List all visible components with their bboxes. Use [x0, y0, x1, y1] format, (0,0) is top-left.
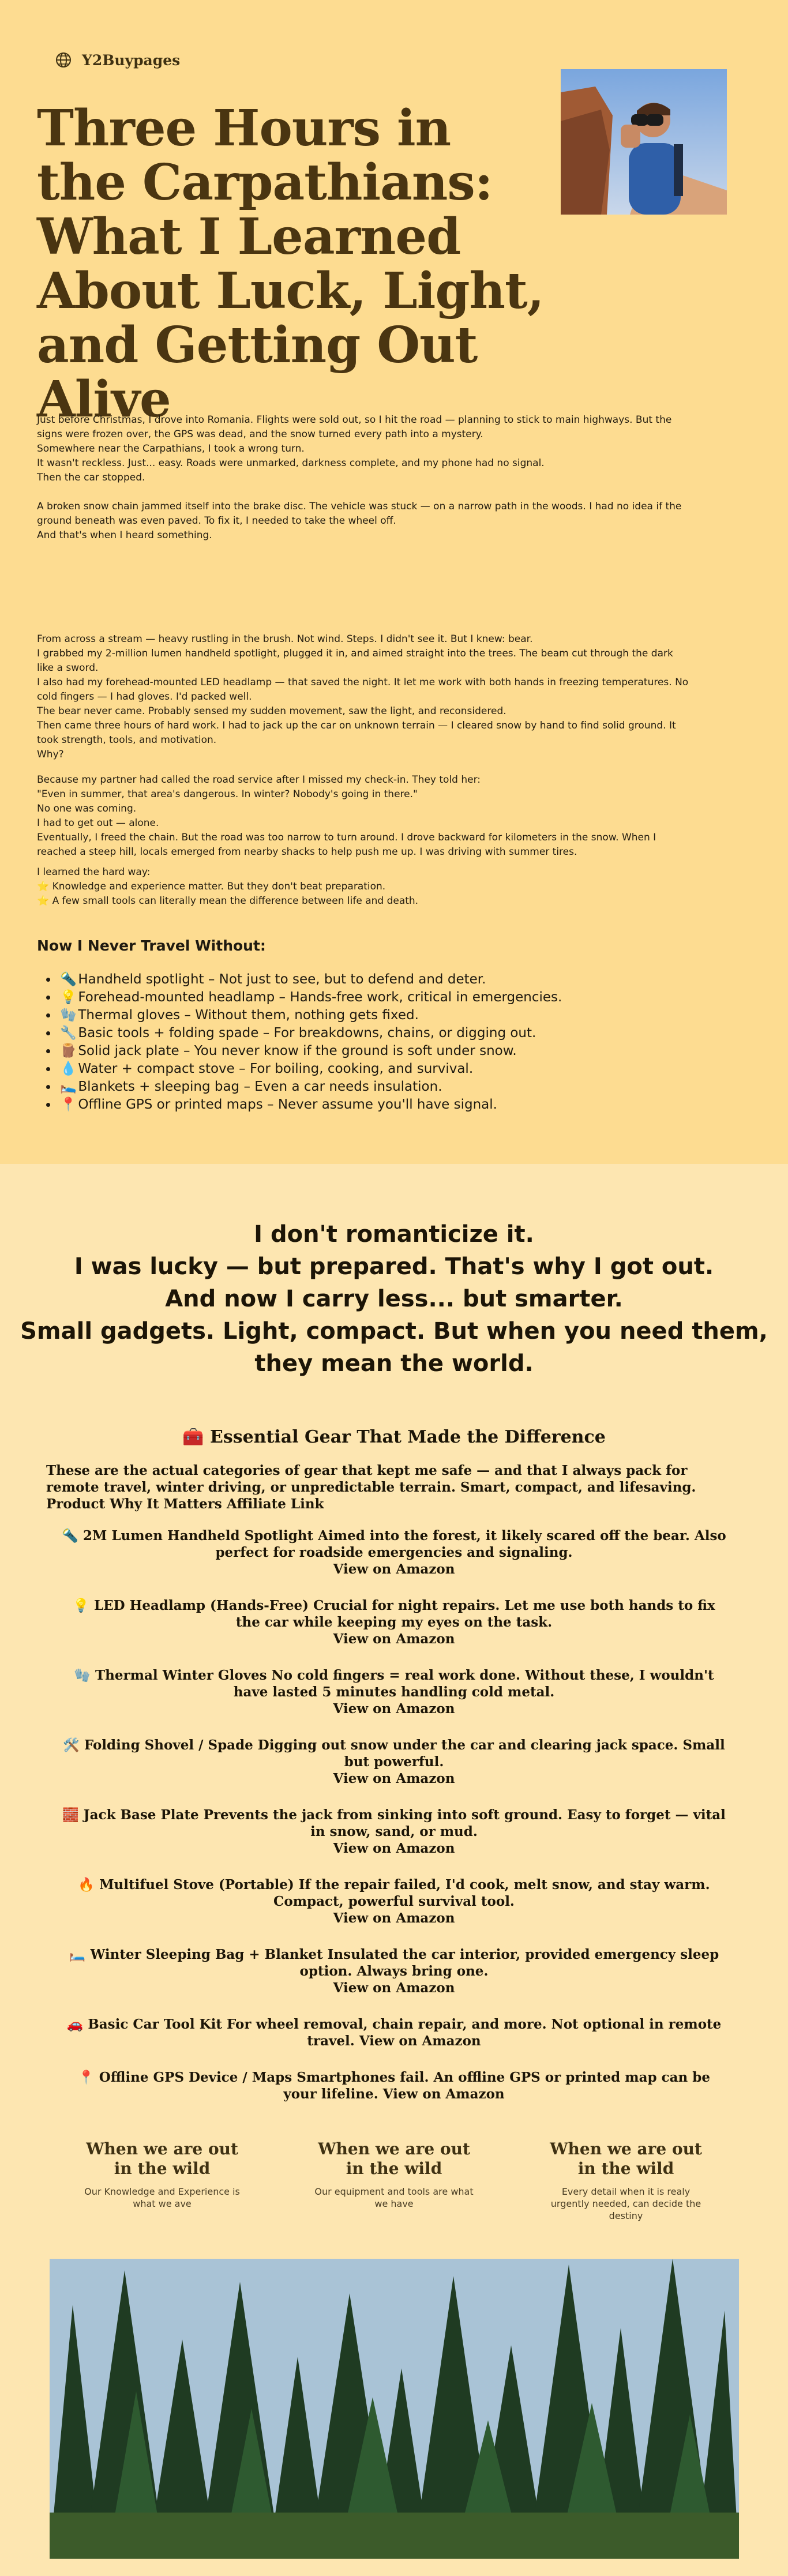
flashlight-icon: 🔦 [62, 1528, 78, 1544]
gear-item [59, 1737, 729, 1787]
globe-icon [54, 51, 73, 69]
story-paragraph-1 [37, 413, 689, 485]
bulb-icon: 💡 [60, 990, 77, 1005]
list-item [58, 1078, 562, 1096]
story-paragraph-2 [37, 500, 689, 543]
glove-icon: 🧤 [60, 1008, 77, 1023]
list-item [58, 989, 562, 1007]
page-title: Three Hours in the Carpathians: What I Learned About Luck, Light, and Getting Out Alive [37, 99, 544, 429]
story-paragraph-5 [37, 865, 689, 908]
list-item-text: Offline GPS or printed maps – Never assume you'll have signal. [78, 1097, 497, 1112]
gear-title-text: Essential Gear That Made the Difference [209, 1427, 606, 1447]
gear-intro: These are the actual categories of gear that kept me safe — and that I always pack for remote travel, winter driving, or unpredictable terrain. Smart, compact, and lifesaving. [46, 1463, 696, 1495]
list-item-text: Blankets + sleeping bag – Even a car needs insulation. [78, 1079, 442, 1094]
gear-item-text: Folding Shovel / Spade Digging out snow under the car and clearing jack space. Small but powerful. [84, 1737, 725, 1770]
list-item-text: Thermal gloves – Without them, nothing gets fixed. [78, 1008, 419, 1023]
list-item [58, 1007, 562, 1024]
never-travel-heading: Now I Never Travel Without: [37, 937, 266, 954]
gear-item [59, 1527, 729, 1578]
gear-item-text: 2M Lumen Handheld Spotlight Aimed into the forest, it likely scared off the bear. Also perfect for roadside emergencies and signaling. [82, 1528, 726, 1560]
feature-card-text: Our Knowledge and Experience is what we ave [84, 2186, 240, 2209]
feature-card [81, 2139, 243, 2222]
gear-item[interactable] [59, 2016, 729, 2049]
quote-section [0, 1164, 788, 1380]
car-icon: 🚗 [66, 2017, 84, 2032]
pin-icon: 📍 [78, 2070, 95, 2085]
feature-card [313, 2139, 475, 2222]
toolbox-icon: 🧰 [182, 1427, 204, 1447]
gear-item [59, 1807, 729, 1857]
feature-card-text: Every detail when it is realy urgently needed, can decide the destiny [550, 2186, 701, 2221]
gear-item-text[interactable]: Basic Car Tool Kit For wheel removal, chain repair, and more. Not optional in remote travel. View on Amazon [88, 2017, 722, 2049]
never-travel-list [58, 971, 562, 1114]
wood-icon: 🪵 [60, 1043, 77, 1058]
list-item [58, 971, 562, 989]
gear-item [59, 1667, 729, 1717]
brand[interactable] [54, 51, 180, 69]
list-item [58, 1096, 562, 1114]
feature-card-title: When we are out in the wild [318, 2139, 470, 2178]
view-on-amazon-link[interactable]: View on Amazon [333, 1771, 455, 1786]
gear-item [59, 1946, 729, 1996]
bed-icon: 🛌 [60, 1079, 77, 1094]
quote-line: And now I carry less... but smarter. [165, 1286, 623, 1312]
gear-item [59, 1597, 729, 1647]
gear-item-text: Thermal Winter Gloves No cold fingers = real work done. Without these, I wouldn't have lasted 5 minutes handling cold metal. [95, 1668, 714, 1700]
hiker-binoculars-photo [561, 69, 727, 215]
view-on-amazon-link[interactable]: View on Amazon [333, 1841, 455, 1856]
feature-cards [0, 2139, 788, 2222]
glove-icon: 🧤 [74, 1668, 91, 1683]
feature-card-text: Our equipment and tools are what we have [314, 2186, 474, 2209]
list-item-text: Solid jack plate – You never know if the ground is soft under snow. [78, 1043, 517, 1058]
gear-item-text[interactable]: Offline GPS Device / Maps Smartphones fail. An offline GPS or printed map can be your lifeline. View on Amazon [99, 2070, 710, 2102]
story-paragraph-4 [37, 773, 689, 859]
view-on-amazon-link[interactable]: View on Amazon [333, 1631, 455, 1647]
flashlight-icon: 🔦 [60, 972, 77, 987]
list-item-text: Forehead-mounted headlamp – Hands-free work, critical in emergencies. [78, 990, 562, 1005]
gear-item [59, 1876, 729, 1927]
story-text-5: I learned the hard way: ⭐ Knowledge and experience matter. But they don't beat preparation. ⭐ A few small tools can literally mean the difference between life and death. [37, 866, 419, 907]
droplet-icon: 💧 [60, 1061, 77, 1076]
wrench-icon: 🔧 [60, 1026, 77, 1041]
story-text-2: A broken snow chain jammed itself into the brake disc. The vehicle was stuck — on a narrow path in the woods. I had no idea if the ground beneath was even paved. To fix it, I needed to take the wheel off. And that's when I heard something. [37, 501, 682, 541]
gear-item-text: LED Headlamp (Hands-Free) Crucial for night repairs. Let me use both hands to fix the car while keeping my eyes on the task. [93, 1598, 715, 1630]
fire-icon: 🔥 [78, 1877, 95, 1892]
list-item [58, 1024, 562, 1042]
gear-item-text: Multifuel Stove (Portable) If the repair failed, I'd cook, melt snow, and stay warm. Compact, powerful survival tool. [99, 1877, 710, 1909]
list-item [58, 1042, 562, 1060]
list-item-text: Handheld spotlight – Not just to see, but to defend and deter. [78, 972, 486, 987]
quote-line: I was lucky — but prepared. That's why I got out. [74, 1253, 714, 1280]
gear-list [46, 1527, 742, 2102]
quote-line: I don't romanticize it. [254, 1221, 534, 1248]
story-text-1: Just before Christmas, I drove into Romania. Flights were sold out, so I hit the road — planning to stick to main highways. But the signs were frozen over, the GPS was dead, and the snow turned every path into a mystery. Somewhere near the Carpathians, I took a wrong turn. It wasn't reckless. Just... easy. Roads were unmarked, darkness complete, and my phone had no signal. Then the car stopped. [37, 414, 672, 483]
list-item-text: Water + compact stove – For boiling, cooking, and survival. [78, 1061, 474, 1076]
tools-icon: 🛠️ [63, 1737, 80, 1753]
quote-line: they mean the world. [254, 1350, 534, 1377]
gear-table-header: Product Why It Matters Affiliate Link [46, 1496, 324, 1512]
story-text-3: From across a stream — heavy rustling in the brush. Not wind. Steps. I didn't see it. But I knew: bear. I grabbed my 2-million lumen handheld spotlight, plugged it in, and aimed straight into the trees. The beam cut through the dark like a sword. I also had my forehead-mounted LED headlamp — that saved the night. It let me work with both hands in freezing temperatures. No cold fingers — I had gloves. I'd packed well. The bear never came. Probably sensed my sudden movement, saw the light, and reconsidered. Then came three hours of hard work. I had to jack up the car on unknown terrain — I cleared snow by hand to find solid ground. It took strength, tools, and motivation. Why? [37, 633, 689, 760]
gear-item-text: Winter Sleeping Bag + Blanket Insulated the car interior, provided emergency sleep option. Always bring one. [90, 1947, 719, 1979]
bulb-icon: 💡 [73, 1598, 89, 1613]
quote-line: Small gadgets. Light, compact. But when you need them, [20, 1318, 768, 1345]
story-paragraph-3 [37, 632, 689, 762]
list-item-text: Basic tools + folding spade – For breakdowns, chains, or digging out. [78, 1026, 536, 1041]
hero-section [0, 0, 788, 1164]
view-on-amazon-link[interactable]: View on Amazon [333, 1701, 455, 1717]
gear-item-text: Jack Base Plate Prevents the jack from sinking into soft ground. Easy to forget — vital in snow, sand, or mud. [83, 1807, 726, 1839]
pin-icon: 📍 [60, 1097, 77, 1112]
brick-icon: 🧱 [62, 1807, 79, 1823]
feature-card [545, 2139, 707, 2222]
feature-card-title: When we are out in the wild [550, 2139, 702, 2178]
feature-card-title: When we are out in the wild [86, 2139, 238, 2178]
bed-icon: 🛏️ [69, 1947, 86, 1962]
gear-item[interactable] [59, 2069, 729, 2102]
story-text-4: Because my partner had called the road service after I missed my check-in. They told her: "Even in summer, that area's dangerous. In winter? Nobody's going in there." No one was coming. I had to get out — alone. Eventually, I freed the chain. But the road was too narrow to turn around. I drove backward for kilometers in the snow. When I reached a steep hill, locals emerged from nearby shacks to help push me up. I was driving with summer tires. [37, 774, 656, 858]
view-on-amazon-link[interactable]: View on Amazon [333, 1910, 455, 1926]
list-item [58, 1060, 562, 1078]
forest-photo [50, 2259, 739, 2559]
view-on-amazon-link[interactable]: View on Amazon [333, 1561, 455, 1577]
gear-title [46, 1427, 742, 1447]
brand-name[interactable]: Y2Buypages [82, 51, 181, 69]
gear-section [0, 1427, 788, 2102]
view-on-amazon-link[interactable]: View on Amazon [333, 1980, 455, 1996]
